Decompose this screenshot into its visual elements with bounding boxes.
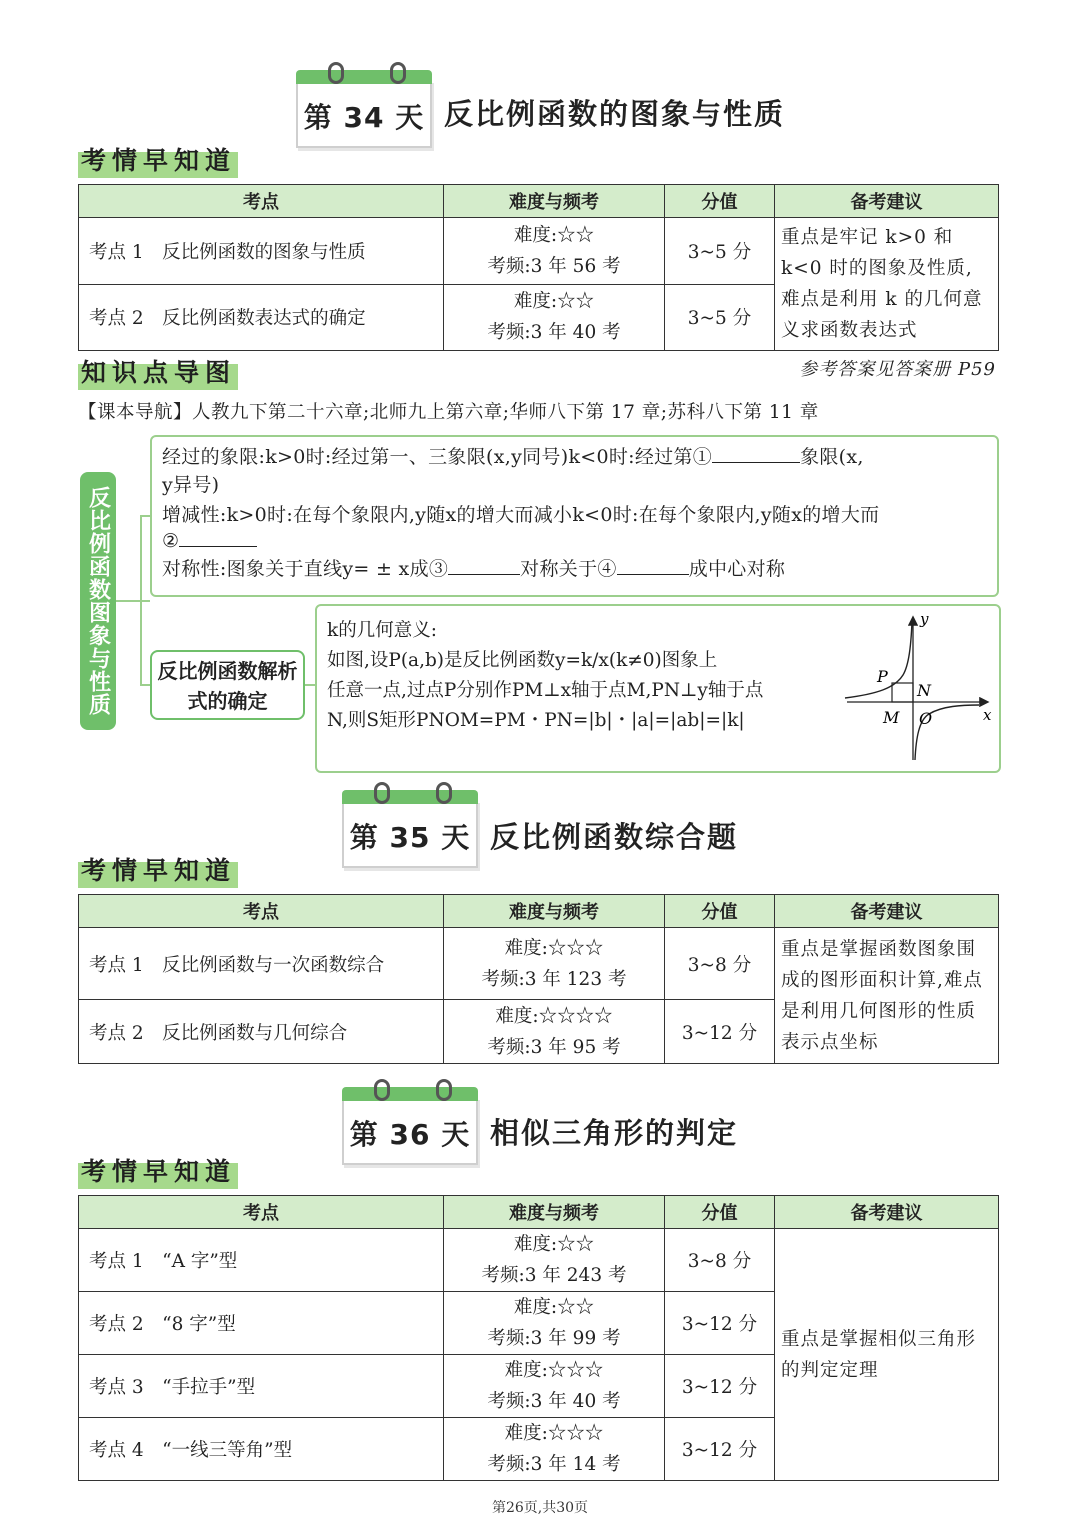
exam-point: 考点 1 反比例函数与一次函数综合	[79, 928, 444, 1000]
exam-point: 考点 3 “手拉手”型	[79, 1355, 444, 1418]
day34-map-heading: 知识点导图	[78, 356, 238, 390]
day35-label: 第 35 天	[349, 821, 471, 854]
symmetry-text: 对称性:图象关于直线y= ± x成③	[162, 558, 449, 580]
difficulty-cell: 难度:☆☆ 考频:3 年 243 考	[444, 1229, 665, 1292]
day36-exam-heading: 考情早知道	[78, 1155, 238, 1189]
monotonic-text: 增减性:k>0时:在每个象限内,y随x的增大而减小k<0时:在每个象限内,y随x的增大而	[162, 504, 880, 526]
point-N: N	[917, 681, 931, 700]
map-vertical-title: 反比例函数图象与性质	[80, 472, 116, 730]
col-header-difficulty: 难度与频考	[444, 895, 665, 928]
day36-exam-table	[78, 1195, 999, 1481]
day34-title: 反比例函数的图象与性质	[444, 97, 786, 131]
day36-title: 相似三角形的判定	[490, 1116, 739, 1150]
col-header-point: 考点	[79, 1196, 444, 1229]
col-header-point: 考点	[79, 185, 444, 218]
difficulty-cell: 难度:☆☆ 考频:3 年 40 考	[444, 284, 665, 351]
table-row	[79, 928, 999, 1000]
day34-card	[296, 80, 432, 148]
k-meaning-box	[315, 604, 1001, 773]
blank-4	[617, 556, 689, 575]
difficulty-cell: 难度:☆☆☆ 考频:3 年 40 考	[444, 1355, 665, 1418]
score-cell: 3~12 分	[665, 1418, 775, 1481]
day35-card	[342, 800, 478, 868]
symmetry-text-3: 成中心对称	[688, 558, 786, 580]
point-O: O	[919, 709, 933, 728]
score-cell: 3~12 分	[665, 1000, 775, 1064]
score-cell: 3~8 分	[665, 928, 775, 1000]
blank-2-label: ②	[162, 530, 180, 552]
score-cell: 3~5 分	[665, 284, 775, 351]
day35-exam-heading: 考情早知道	[78, 854, 238, 888]
day34-exam-table	[78, 184, 999, 351]
day36-label: 第 36 天	[349, 1118, 471, 1151]
map-properties-box	[150, 435, 999, 597]
exam-point: 考点 2 “8 字”型	[79, 1292, 444, 1355]
k-line-1: 如图,设P(a,b)是反比例函数y=k/x(k≠0)图象上	[327, 650, 718, 671]
exam-point: 考点 2 反比例函数表达式的确定	[79, 284, 444, 351]
hyperbola-graph	[837, 610, 997, 765]
symmetry-text-2: 对称关于④	[520, 558, 617, 580]
col-header-suggestion: 备考建议	[775, 185, 999, 218]
exam-point: 考点 1 反比例函数的图象与性质	[79, 218, 444, 285]
k-line-3: N,则S矩形PNOM=PM・PN=|b|・|a|=|ab|=|k|	[327, 710, 745, 731]
col-header-score: 分值	[665, 895, 775, 928]
suggestion-cell: 重点是掌握相似三角形的判定定理	[775, 1229, 999, 1481]
k-line-2: 任意一点,过点P分别作PM⊥x轴于点M,PN⊥y轴于点	[327, 680, 764, 701]
exam-point: 考点 1 “A 字”型	[79, 1229, 444, 1292]
day36-card	[342, 1097, 478, 1165]
difficulty-cell: 难度:☆☆ 考频:3 年 56 考	[444, 218, 665, 285]
col-header-score: 分值	[665, 1196, 775, 1229]
col-header-score: 分值	[665, 185, 775, 218]
suggestion-cell: 重点是掌握函数图象围成的图形面积计算,难点是利用几何图形的性质表示点坐标	[775, 928, 999, 1064]
col-header-suggestion: 备考建议	[775, 1196, 999, 1229]
quadrant-text-2: y异号)	[162, 474, 220, 496]
difficulty-cell: 难度:☆☆☆ 考频:3 年 123 考	[444, 928, 665, 1000]
page-footer: 第26页,共30页	[491, 1500, 589, 1516]
table-row	[79, 218, 999, 285]
blank-2	[179, 528, 257, 547]
k-title: k的几何意义:	[327, 620, 437, 641]
col-header-suggestion: 备考建议	[775, 895, 999, 928]
blank-3	[448, 556, 520, 575]
map-sub-label: 反比例函数解析式的确定	[150, 650, 305, 720]
textbook-navigation: 【课本导航】人教九下第二十六章;北师九上第六章;华师八下第 17 章;苏科八下第 11 章	[78, 402, 819, 423]
point-P: P	[877, 667, 888, 686]
score-cell: 3~12 分	[665, 1292, 775, 1355]
blank-1	[712, 444, 800, 463]
day35-title: 反比例函数综合题	[490, 820, 739, 854]
table-row	[79, 1229, 999, 1292]
point-M: M	[883, 708, 900, 727]
score-cell: 3~5 分	[665, 218, 775, 285]
answer-reference: 参考答案见答案册 P59	[799, 359, 996, 380]
difficulty-cell: 难度:☆☆☆ 考频:3 年 14 考	[444, 1418, 665, 1481]
day35-exam-table	[78, 894, 999, 1064]
score-cell: 3~12 分	[665, 1355, 775, 1418]
day34-exam-heading: 考情早知道	[78, 144, 238, 178]
quadrant-text-tail: 象限(x,	[800, 446, 864, 468]
suggestion-cell: 重点是牢记 k>0 和 k<0 时的图象及性质,难点是利用 k 的几何意义求函数表达式	[775, 218, 999, 351]
quadrant-text: 经过的象限:k>0时:经过第一、三象限(x,y同号)k<0时:经过第①	[162, 446, 713, 468]
col-header-point: 考点	[79, 895, 444, 928]
score-cell: 3~8 分	[665, 1229, 775, 1292]
exam-point: 考点 2 反比例函数与几何综合	[79, 1000, 444, 1064]
col-header-difficulty: 难度与频考	[444, 1196, 665, 1229]
difficulty-cell: 难度:☆☆ 考频:3 年 99 考	[444, 1292, 665, 1355]
col-header-difficulty: 难度与频考	[444, 185, 665, 218]
axis-label-y: y	[920, 610, 929, 628]
axis-label-x: x	[983, 706, 992, 724]
difficulty-cell: 难度:☆☆☆☆ 考频:3 年 95 考	[444, 1000, 665, 1064]
day34-label: 第 34 天	[303, 101, 425, 134]
exam-point: 考点 4 “一线三等角”型	[79, 1418, 444, 1481]
